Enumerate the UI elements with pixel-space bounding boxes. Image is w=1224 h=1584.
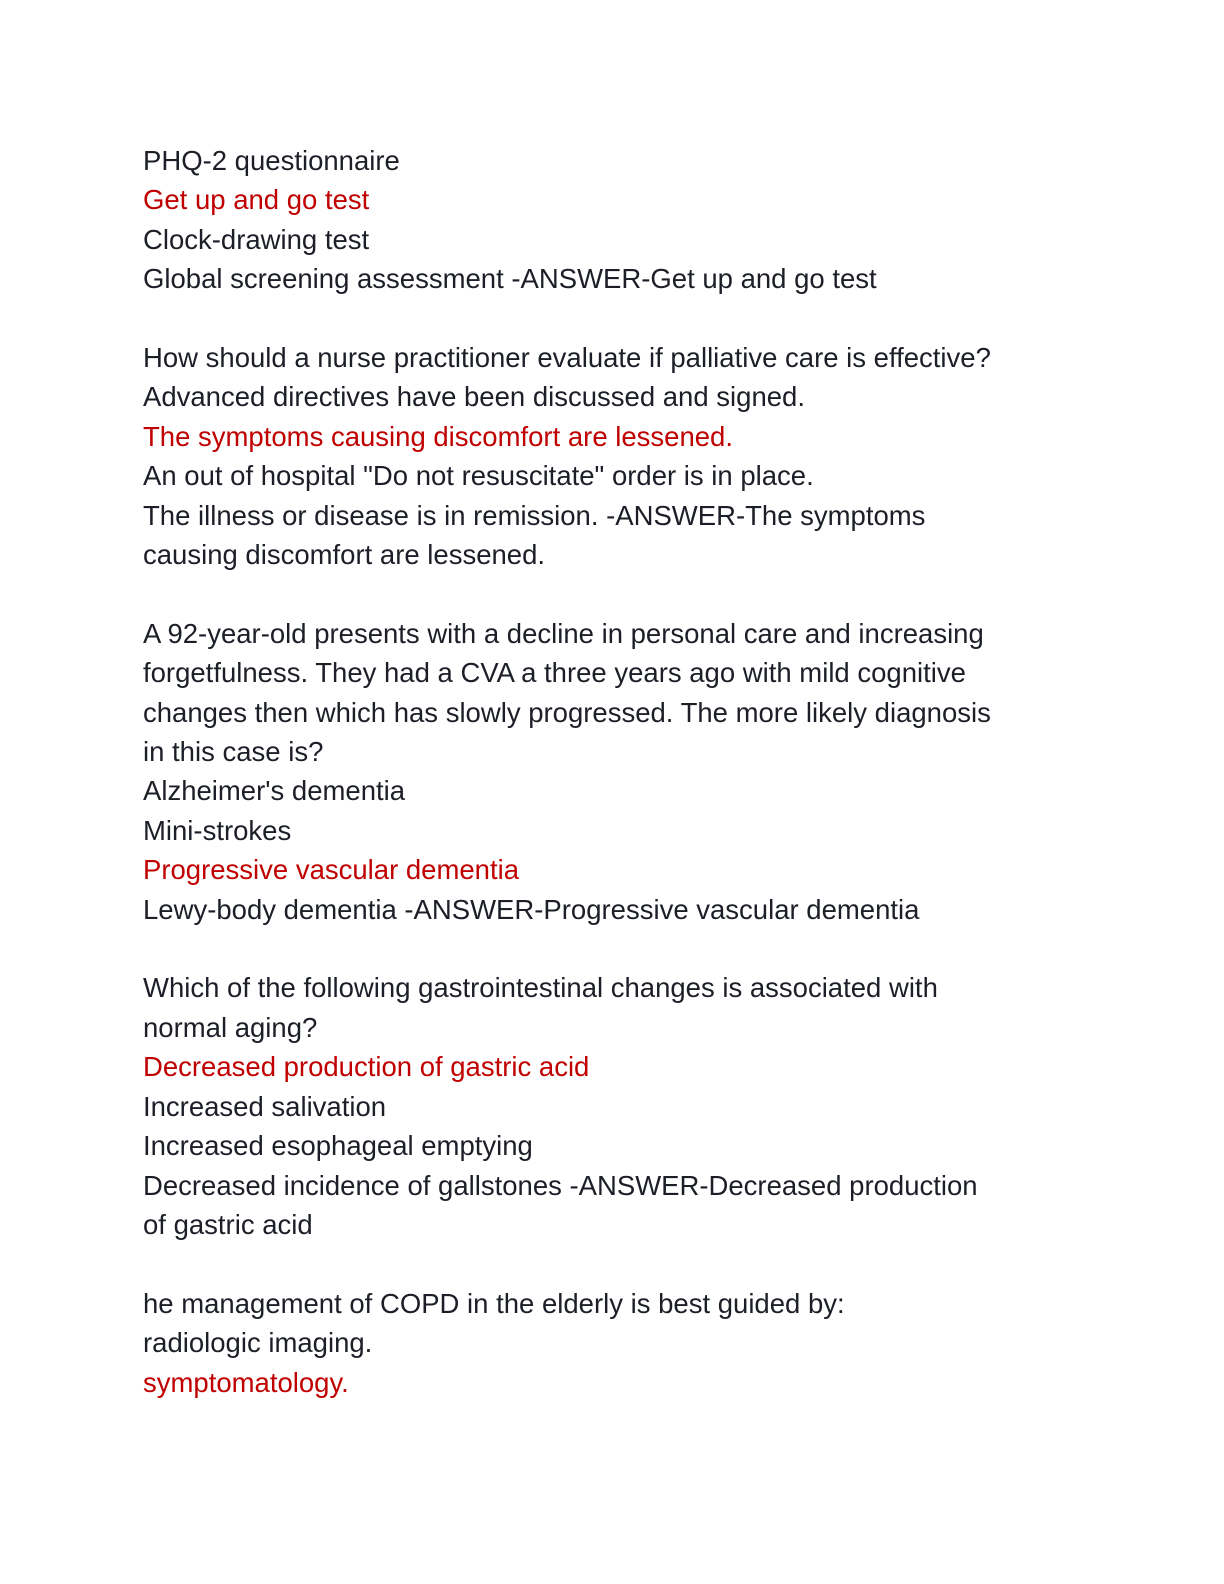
option-line: Mini-strokes xyxy=(143,814,292,846)
highlighted-answer-line: The symptoms causing discomfort are lessened. xyxy=(143,420,733,452)
highlighted-answer-line: Decreased production of gastric acid xyxy=(143,1051,590,1083)
answer-line: causing discomfort are lessened. xyxy=(143,539,546,571)
question-text-line: he management of COPD in the elderly is best guided by: xyxy=(143,1287,845,1319)
question-block-gastrointestinal xyxy=(143,968,1103,1244)
question-text-line: in this case is? xyxy=(143,736,324,768)
question-text-line: A 92-year-old presents with a decline in personal care and increasing xyxy=(143,617,984,649)
question-block-dementia xyxy=(143,614,1103,929)
question-text-line: How should a nurse practitioner evaluate if palliative care is effective? xyxy=(143,342,991,374)
option-line: Increased esophageal emptying xyxy=(143,1130,533,1162)
question-block-get-up-and-go xyxy=(143,141,1103,299)
option-line: Lewy-body dementia -ANSWER-Progressive vascular dementia xyxy=(143,893,920,925)
paragraph-spacer xyxy=(143,574,1103,613)
question-block-palliative-care xyxy=(143,338,1103,574)
text-line: Global screening assessment -ANSWER-Get up and go test xyxy=(143,263,877,295)
option-line: The illness or disease is in remission. -ANSWER-The symptoms xyxy=(143,499,926,531)
option-line: Decreased incidence of gallstones -ANSWER-Decreased production xyxy=(143,1169,978,1201)
option-line: Alzheimer's dementia xyxy=(143,775,406,807)
answer-line: of gastric acid xyxy=(143,1208,313,1240)
question-block-copd xyxy=(143,1284,1103,1402)
question-text-line: Which of the following gastrointestinal changes is associated with xyxy=(143,972,938,1004)
paragraph-spacer xyxy=(143,299,1103,338)
document-body xyxy=(143,141,1103,1402)
paragraph-spacer xyxy=(143,1244,1103,1283)
text-line: Clock-drawing test xyxy=(143,223,370,255)
paragraph-spacer xyxy=(143,929,1103,968)
option-line: An out of hospital "Do not resuscitate" order is in place. xyxy=(143,460,814,492)
option-line: Increased salivation xyxy=(143,1090,387,1122)
highlighted-answer-line: symptomatology. xyxy=(143,1366,349,1398)
highlighted-answer-line: Get up and go test xyxy=(143,184,370,216)
option-line: radiologic imaging. xyxy=(143,1327,373,1359)
highlighted-answer-line: Progressive vascular dementia xyxy=(143,854,520,886)
text-line: PHQ-2 questionnaire xyxy=(143,145,400,176)
question-text-line: changes then which has slowly progressed. The more likely diagnosis xyxy=(143,696,991,728)
option-line: Advanced directives have been discussed and signed. xyxy=(143,381,805,413)
question-text-line: forgetfulness. They had a CVA a three years ago with mild cognitive xyxy=(143,657,966,689)
question-text-line: normal aging? xyxy=(143,1011,318,1043)
